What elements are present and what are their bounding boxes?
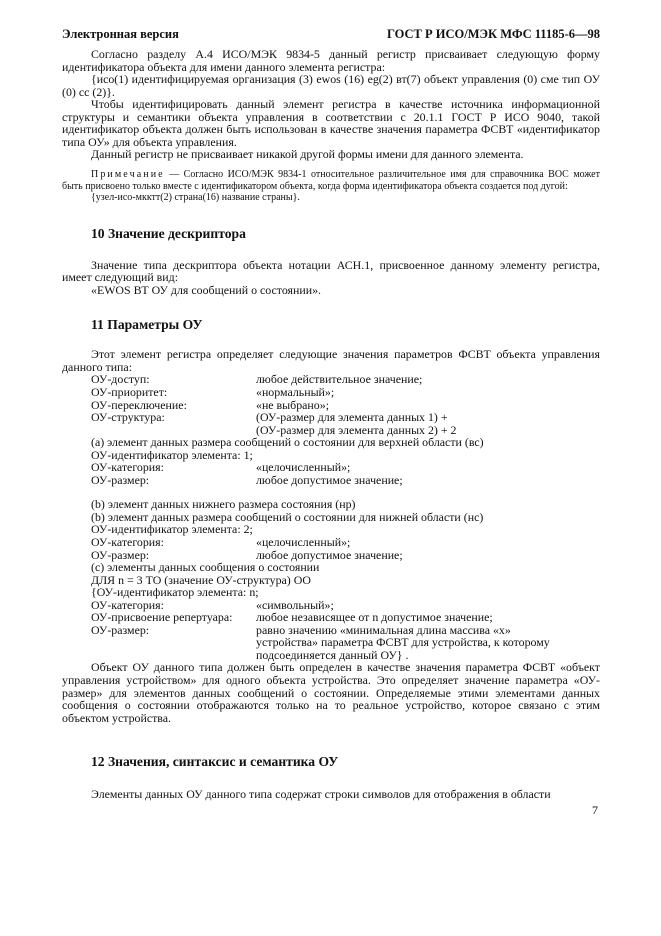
- section-11-title: 11 Параметры ОУ: [91, 317, 203, 333]
- param-key: ОУ-размер:: [91, 547, 150, 562]
- section-12-paragraph-1: Элементы данных ОУ данного типа содержат строки символов для отображения в области: [91, 787, 551, 802]
- intro-paragraph-3: Чтобы идентифицировать данный элемент регистра в качестве источника информационной структуры и семантики объекта управления в соответствии с 20.1.1 ГОСТ Р ИСО 9040, такой идентификатор объекта должен быть использован в качестве значения параметра ФСВТ «идентификатор типа ОУ» для объекта управления.: [62, 97, 600, 149]
- item-c-line: (с) элементы данных сообщения о состоянии: [91, 560, 320, 575]
- header-edition: Электронная версия: [62, 27, 179, 41]
- section-10-paragraph-1: Значение типа дескриптора объекта нотации АСН.1, присвоенное данному элементу регистра, имеет следующий вид:: [62, 257, 600, 285]
- param-key: ОУ-категория:: [91, 597, 164, 612]
- section-11-intro: Этот элемент регистра определяет следующие значения параметров ФСВТ объекта управления данного типа:: [62, 347, 600, 374]
- section-12-title: 12 Значения, синтаксис и семантика ОУ: [91, 754, 339, 770]
- intro-paragraph-2: {исо(1) идентифицируемая организация (3) ewos (16) eg(2) вт(7) объект управления (0) сме тип ОУ (0) сс (2)}.: [62, 72, 600, 99]
- section-11-outro: Объект ОУ данного типа должен быть определен в качестве значения параметра ФСВТ «объект управления устройством» для одного объекта устройства. Это определяет значение параметра «ОУ-размер» для элементов данных сообщений о состоянии. Определяемые этими элементами данных сообщения о состоянии отображаются только на то реальное устройство, которое связано с этим объектом устройства.: [62, 660, 600, 725]
- param-value: любое независящее от n допустимое значение;: [256, 610, 493, 625]
- note-text: — Согласно ИСО/МЭК 9834-1 относительное различительное имя для справочника ВОС может быть присвоено только вместе с идентификатором объекта, когда форма идентификатора объекта создается под дугой:: [62, 168, 600, 192]
- param-key: ОУ-категория:: [91, 535, 164, 549]
- param-value: «не выбрано»;: [256, 397, 329, 412]
- intro-paragraph-4: Данный регистр не присваивает никакой другой формы имени для данного элемента.: [91, 147, 524, 162]
- param-row: [62, 411, 600, 424]
- param-value: любое допустимое значение;: [256, 547, 403, 562]
- param-key: ОУ-категория:: [91, 460, 164, 475]
- item-c-for: ДЛЯ n = 3 ТО (значение ОУ-структура) ОО: [91, 572, 311, 587]
- page-number: 7: [592, 803, 598, 817]
- param-value: равно значению «минимальная длина массива «x»: [256, 622, 511, 637]
- param-value: «символьный»;: [256, 597, 334, 612]
- param-key: ОУ-приоритет:: [91, 384, 168, 399]
- item-b-id: ОУ-идентификатор элемента: 2;: [91, 522, 253, 537]
- size-continuation-1: устройства» параметра ФСВТ для устройства, к которому: [256, 635, 550, 650]
- param-value: любое действительное значение;: [256, 372, 423, 387]
- param-value: «нормальный»;: [256, 384, 335, 399]
- param-key: ОУ-переключение:: [91, 397, 187, 412]
- item-b-line-2: (b) элемент данных размера сообщений о состоянии для нижней области (нс): [91, 509, 484, 524]
- param-key: ОУ-размер:: [91, 622, 150, 637]
- param-key: ОУ-размер:: [91, 472, 150, 487]
- param-key: ОУ-присвоение репертуара:: [91, 610, 233, 625]
- section-10-title: 10 Значение дескриптора: [91, 225, 246, 241]
- section-10-paragraph-2: «EWOS ВТ ОУ для сообщений о состоянии».: [91, 282, 322, 297]
- size-continuation-2: подсоединяется данный ОУ} .: [256, 647, 409, 662]
- param-row: [62, 611, 600, 624]
- param-row: [62, 461, 600, 474]
- item-c-id: {ОУ-идентификатор элемента: n;: [91, 585, 259, 600]
- param-row: [62, 386, 600, 399]
- header-standard-code: ГОСТ Р ИСО/МЭК МФС 11185-6—98: [387, 27, 600, 41]
- intro-paragraph-1: Согласно разделу А.4 ИСО/МЭК 9834-5 данный регистр присваивает следующую форму идентификатора объекта для имени данного элемента регистра:: [62, 47, 600, 74]
- note: [62, 169, 600, 192]
- item-b-line-1: (b) элемент данных нижнего размера состояния (нр): [91, 497, 356, 512]
- param-row: [62, 474, 600, 487]
- item-a-id: ОУ-идентификатор элемента: 1;: [91, 447, 253, 462]
- param-value: (ОУ-размер для элемента данных 1) +: [256, 410, 448, 425]
- structure-continuation: (ОУ-размер для элемента данных 2) + 2: [256, 422, 457, 437]
- note-label: Примечание: [91, 168, 165, 180]
- param-value: «целочисленный»;: [256, 460, 351, 475]
- param-key: ОУ-доступ:: [91, 372, 150, 387]
- param-row: [62, 536, 600, 549]
- param-key: ОУ-структура:: [91, 410, 165, 425]
- item-a-line: (а) элемент данных размера сообщений о состоянии для верхней области (вс): [91, 435, 484, 450]
- page-content: [62, 48, 600, 801]
- param-value: «целочисленный»;: [256, 535, 351, 549]
- param-value: любое допустимое значение;: [256, 472, 403, 487]
- note-value: {узел-исо-мкктт(2) страна(16) название страны}.: [91, 192, 300, 204]
